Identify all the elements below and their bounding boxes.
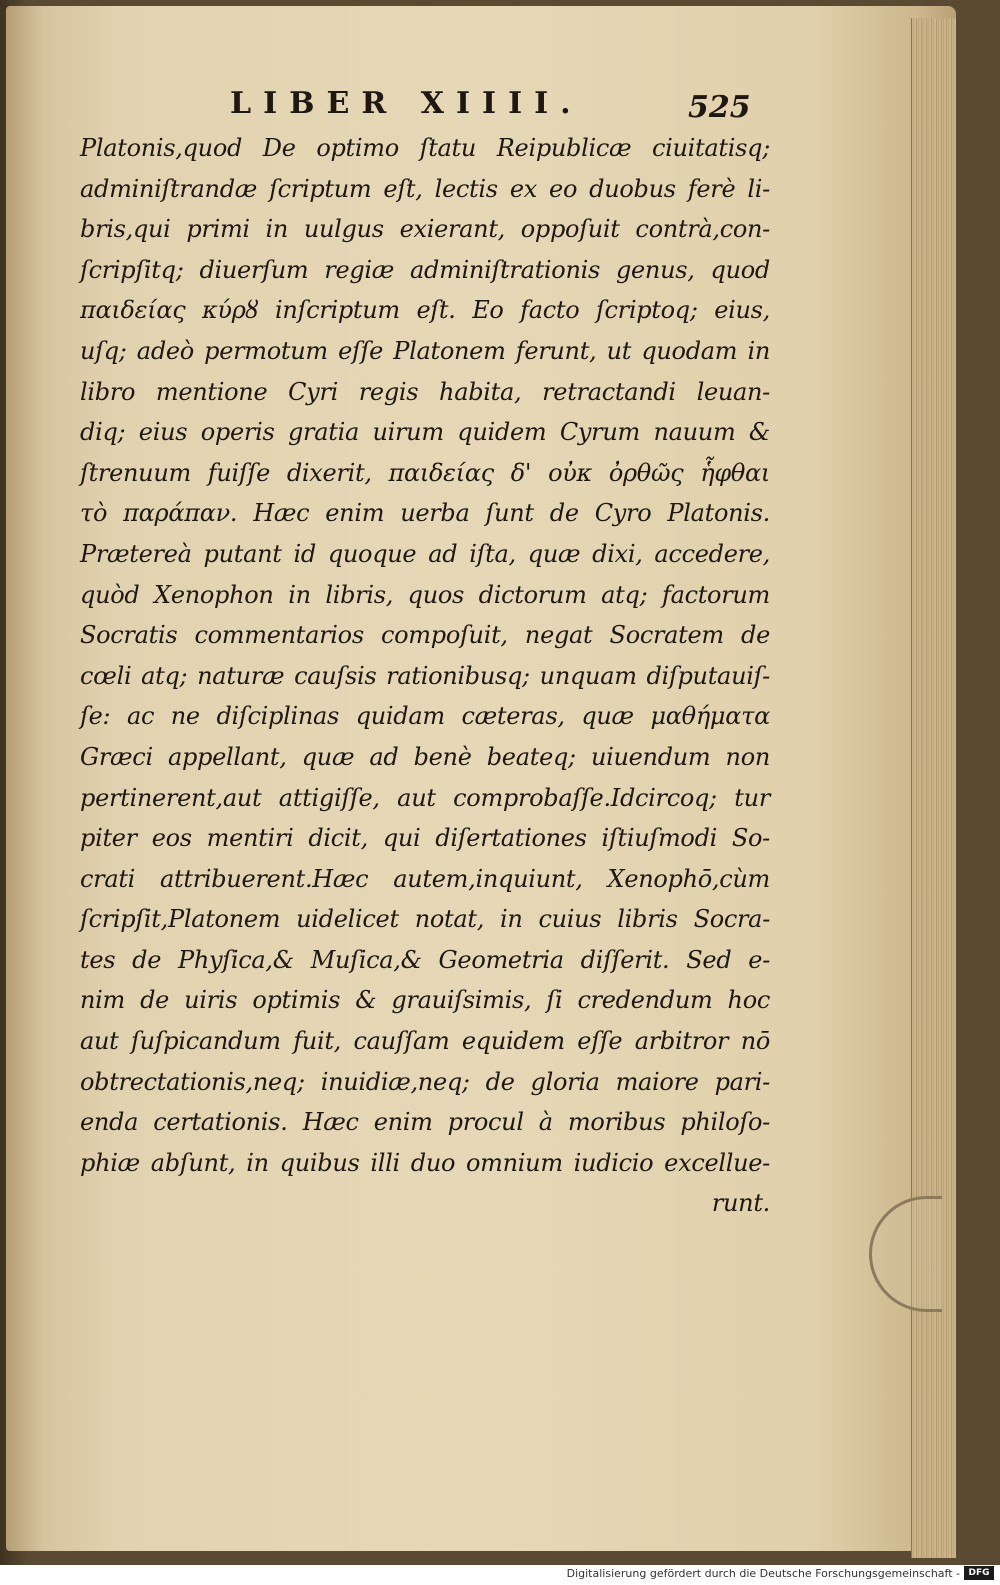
text-line: ſcripſit,Platonem uidelicet notat, in cuius libris Socra- xyxy=(80,905,770,934)
text-line: bris,qui primi in uulgus exierant, oppoſuit contrà,con- xyxy=(80,215,770,244)
text-line: aut ſuſpicandum fuit, cauſſam equidem eſſe arbitror nō xyxy=(80,1027,770,1056)
text-line: phiæ abſunt, in quibus illi duo omnium iudicio excellue- xyxy=(80,1148,770,1177)
text-line: τὸ παράπαν. Hæc enim uerba ſunt de Cyro Platonis. xyxy=(80,499,770,528)
text-line: uſq; adeò permotum eſſe Platonem ferunt, ut quodam in xyxy=(80,336,770,365)
text-line: tes de Phyſica,& Muſica,& Geometria diſſerit. Sed e- xyxy=(80,945,770,974)
text-line: enda certationis. Hæc enim procul à moribus philoſo- xyxy=(80,1108,770,1137)
page-edges xyxy=(911,18,956,1558)
page-clip xyxy=(869,1196,942,1312)
funding-credit: Digitalisierung gefördert durch die Deutsche Forschungsgemeinschaft - xyxy=(566,1567,960,1580)
text-line: ſtrenuum fuiſſe dixerit, παιδείας δ' οὐκ ὀρθῶς ἧφθαι xyxy=(80,458,770,487)
text-line: runt. xyxy=(711,1189,770,1218)
page-number: 525 xyxy=(688,90,751,125)
text-line: ſe: ac ne diſciplinas quidam cæteras, quæ μαθήματα xyxy=(80,702,770,731)
text-line: quòd Xenophon in libris, quos dictorum atq; factorum xyxy=(80,580,770,609)
text-line: παιδείας κύρȣ inſcriptum eſt. Eo facto ſcriptoq; eius, xyxy=(80,296,770,325)
running-head: LIBER XIIII. xyxy=(230,86,583,121)
text-line: Platonis,quod De optimo ſtatu Reipublicæ ciuitatisq; xyxy=(80,134,770,162)
dfg-logo: DFG xyxy=(964,1566,994,1580)
text-line: pertinerent,aut attigiſſe, aut comprobaſſe.Idcircoq; tur xyxy=(80,783,770,812)
text-line: Græci appellant, quæ ad benè beateq; uiuendum non xyxy=(80,742,770,771)
text-line: Prætereà putant id quoque ad iſta, quæ dixi, accedere, xyxy=(80,539,770,568)
text-line: cœli atq; naturæ cauſsis rationibusq; unquam diſputauiſ- xyxy=(80,661,770,690)
text-line: obtrectationis,neq; inuidiæ,neq; de gloria maiore pari- xyxy=(80,1067,770,1096)
body-text xyxy=(80,128,770,1224)
text-line: piter eos mentiri dicit, qui diſertationes iſtiuſmodi So- xyxy=(80,824,770,853)
text-line: Socratis commentarios compoſuit, negat Socratem de xyxy=(80,621,770,650)
text-line: adminiſtrandæ ſcriptum eſt, lectis ex eo duobus ferè li- xyxy=(80,174,770,203)
text-line: crati attribuerent.Hæc autem,inquiunt, Xenophō,cùm xyxy=(80,864,770,893)
text-line: libro mentione Cyri regis habita, retractandi leuan- xyxy=(80,377,770,406)
text-line: diq; eius operis gratia uirum quidem Cyrum nauum & xyxy=(80,418,770,447)
text-line: nim de uiris optimis & grauiſsimis, ſi credendum hoc xyxy=(80,986,770,1015)
text-line: ſcripſitq; diuerſum regiæ adminiſtrationis genus, quod xyxy=(80,255,770,284)
